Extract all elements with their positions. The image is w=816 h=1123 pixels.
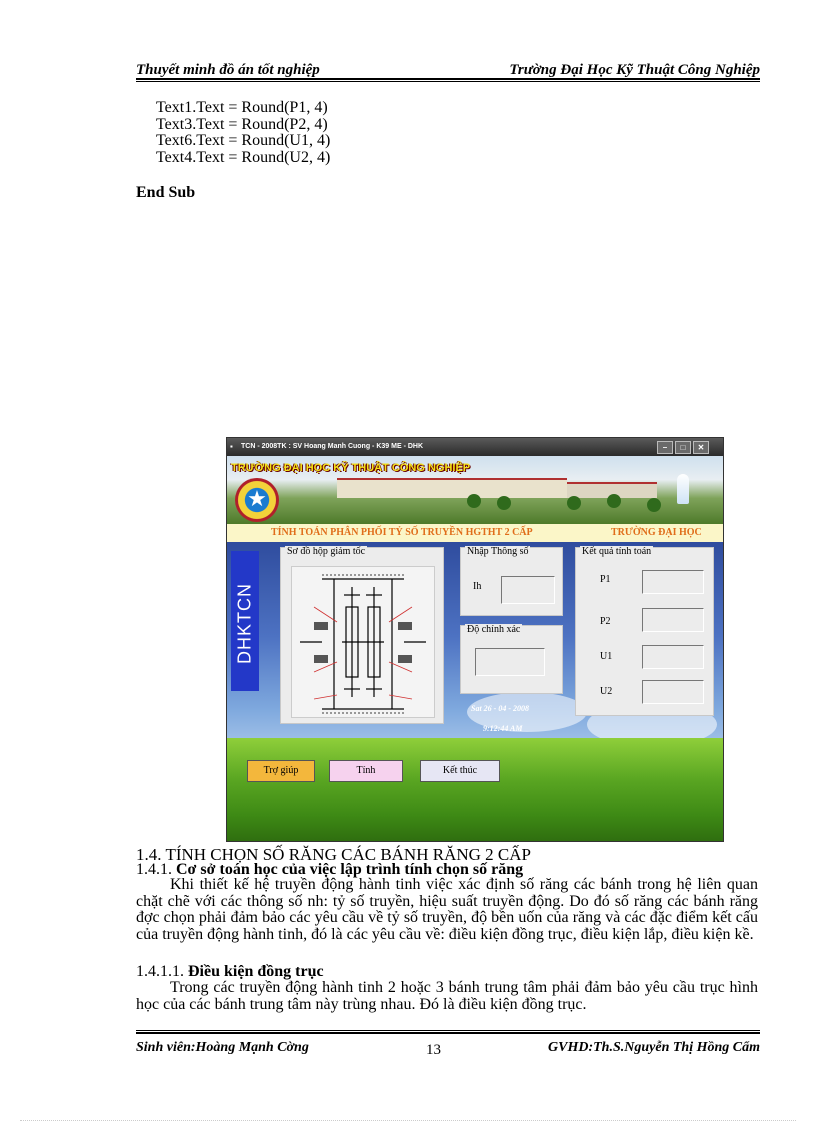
calculate-button[interactable]: Tính xyxy=(329,760,403,782)
u1-label: U1 xyxy=(600,651,613,662)
app-subtitle: TÍNH TOÁN PHÂN PHỐI TỶ SỐ TRUYỀN HGTHT 2 CẤP xyxy=(271,527,533,538)
paragraph-2: Trong các truyền động hành tinh 2 hoặc 3 bánh trung tâm phải đảm bảo yêu cầu trục hình học của các bánh trung tâm này trùng nhau. Đó là điều kiện đồng trục. xyxy=(136,979,758,1013)
campus-banner xyxy=(227,456,723,524)
u1-output[interactable] xyxy=(642,645,704,669)
precision-input[interactable] xyxy=(475,648,545,676)
exit-button[interactable]: Kết thúc xyxy=(420,760,500,782)
footer-advisor: GVHD:Th.S.Nguyễn Thị Hồng Cẩm xyxy=(548,1040,760,1055)
p2-output[interactable] xyxy=(642,608,704,632)
results-panel xyxy=(575,547,714,716)
input-panel-label: Nhập Thông số xyxy=(467,546,529,557)
school-logo xyxy=(235,478,279,522)
page-number: 13 xyxy=(426,1042,441,1058)
tree-icon xyxy=(607,494,621,508)
help-button[interactable]: Trợ giúp xyxy=(247,760,315,782)
input-panel xyxy=(460,547,563,616)
time-display: 9:12:44 AM xyxy=(483,724,523,733)
p1-output[interactable] xyxy=(642,570,704,594)
page-bottom-border xyxy=(20,1120,796,1122)
tree-icon xyxy=(567,496,581,510)
header-rule xyxy=(136,78,760,80)
date-display: Sat 26 - 04 - 2008 xyxy=(471,704,529,713)
header-left: Thuyết minh đồ án tốt nghiệp xyxy=(136,62,320,78)
page-footer xyxy=(136,1040,760,1058)
app-window xyxy=(226,437,724,842)
gearbox-schematic xyxy=(292,567,434,717)
code-line: Text3.Text = Round(P2, 4) xyxy=(156,115,328,133)
school-banner-text: TRƯỜNG ĐẠI HỌC KỸ THUẬT CÔNG NGHIỆP xyxy=(231,462,471,474)
app-subtitle-right: TRƯỜNG ĐẠI HỌC xyxy=(611,527,702,538)
p1-label: P1 xyxy=(600,574,611,585)
subsubsection-text: Điều kiện đồng trục xyxy=(188,963,324,980)
side-label: DHKTCN xyxy=(234,583,255,664)
footer-rule xyxy=(136,1032,760,1034)
footer-student: Sinh viên:Hoàng Mạnh Cờng xyxy=(136,1040,309,1055)
header-right: Trường Đại Học Kỹ Thuật Công Nghiệp xyxy=(509,62,760,78)
subsection-number: 1.4.1. xyxy=(136,861,172,878)
results-panel-label: Kết quả tính toán xyxy=(582,546,652,557)
p2-label: P2 xyxy=(600,616,611,627)
header-rule-thin xyxy=(136,81,760,82)
paragraph-1: Khi thiết kế hệ truyền động hành tinh việc xác định số răng các bánh trong hệ liên quan chặt chẽ với các thông số nh: tỷ số truyền, hiệu suất truyền động. Do đó số răng các bánh răng đợc chọn phải đảm bảo các yêu cầu về tỷ số truyền, độ bền uốn của răng và các đặc điểm kết cấu của truyền động hành tinh, đó là các yêu cầu về: điều kiện đồng trục, điều kiện lắp, điều kiện kề. xyxy=(136,876,758,943)
window-title: TCN - 2008TK : SV Hoang Manh Cuong - K39 ME - DHK xyxy=(241,443,424,450)
fountain-icon xyxy=(677,474,689,504)
u2-label: U2 xyxy=(600,686,613,697)
side-label-bar xyxy=(231,551,259,691)
footer-rule-thin xyxy=(136,1030,760,1031)
precision-panel-label: Độ chính xác xyxy=(467,624,521,635)
end-sub: End Sub xyxy=(136,184,196,201)
minimize-icon[interactable]: – xyxy=(657,441,673,454)
grass-background xyxy=(227,738,723,841)
ih-input[interactable] xyxy=(501,576,555,604)
campus-building xyxy=(337,478,567,498)
gearbox-diagram xyxy=(291,566,435,718)
ih-label: Ih xyxy=(473,581,482,592)
tree-icon xyxy=(467,494,481,508)
maximize-icon[interactable]: □ xyxy=(675,441,691,454)
subsection-text: Cơ sở toán học của việc lập trình tính chọn số răng xyxy=(176,861,524,878)
page-header xyxy=(136,62,760,78)
close-icon[interactable]: ✕ xyxy=(693,441,709,454)
code-line: Text1.Text = Round(P1, 4) xyxy=(156,99,328,116)
window-titlebar xyxy=(227,438,723,456)
tree-icon xyxy=(647,498,661,512)
section-title: 1.4. TÍNH CHỌN SỐ RĂNG CÁC BÁNH RĂNG 2 CẤP xyxy=(136,845,531,864)
precision-panel xyxy=(460,625,563,694)
star-icon: ★ xyxy=(247,486,267,511)
code-block xyxy=(156,100,330,166)
subsubsection-number: 1.4.1.1. xyxy=(136,963,184,980)
code-line: Text6.Text = Round(U1, 4) xyxy=(156,132,331,149)
diagram-panel-label: Sơ đồ hộp giảm tốc xyxy=(287,546,366,557)
tree-icon xyxy=(497,496,511,510)
diagram-panel xyxy=(280,547,444,724)
code-line: Text4.Text = Round(U2, 4) xyxy=(156,148,331,166)
u2-output[interactable] xyxy=(642,680,704,704)
subtitle-bar xyxy=(227,524,723,542)
app-icon: ▪ xyxy=(230,442,233,451)
